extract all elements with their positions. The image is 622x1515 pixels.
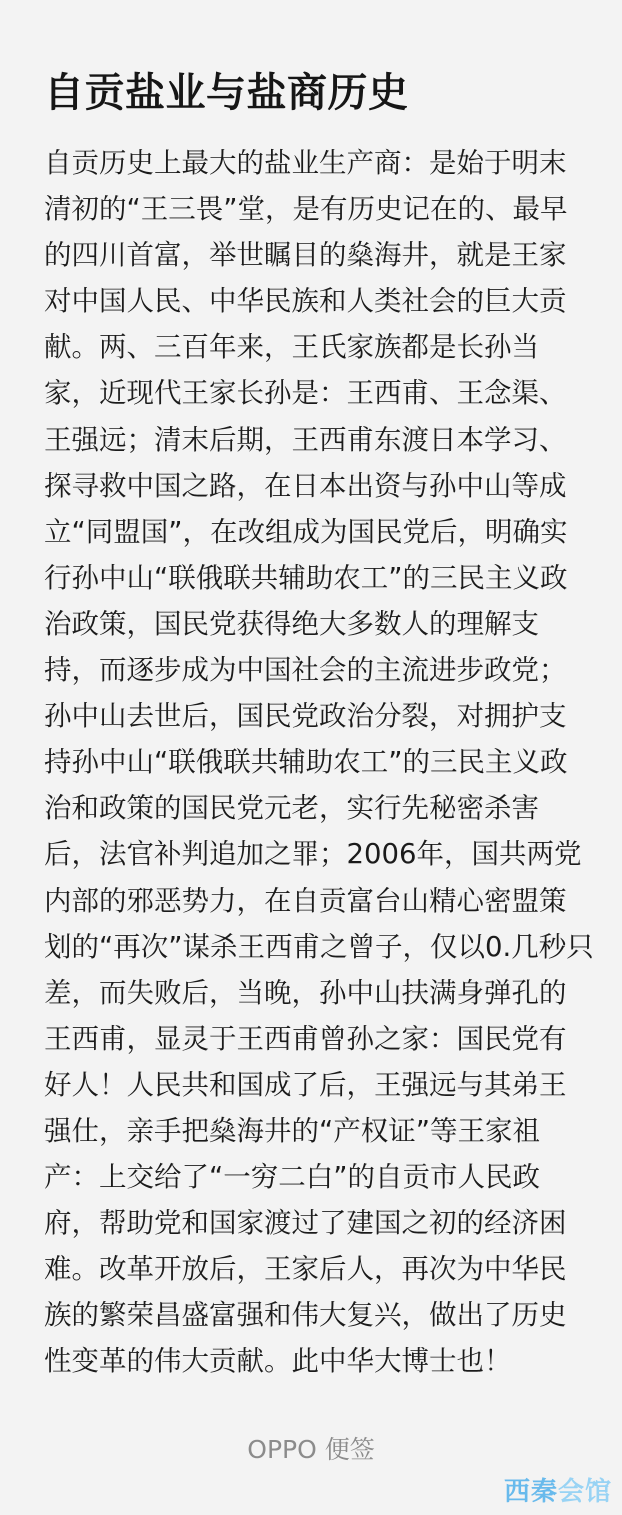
note-line: 王强远；清末后期，王西甫东渡日本学习、 bbox=[44, 423, 567, 456]
note-line: 难。改革开放后，王家后人，再次为中华民 bbox=[44, 1253, 567, 1286]
note-line: 治和政策的国民党元老，实行先秘密杀害 bbox=[44, 792, 539, 825]
watermark-part-1: 西秦 bbox=[503, 1477, 558, 1507]
note-line: 自贡历史上最大的盐业生产商：是始于明末 bbox=[44, 147, 567, 179]
note-line: 对中国人民、中华民族和人类社会的巨大贡 bbox=[44, 285, 567, 318]
note-line: 强仕，亲手把燊海井的“产权证”等王家祖 bbox=[44, 1114, 540, 1147]
note-line: 探寻救中国之路，在日本出资与孙中山等成 bbox=[44, 469, 567, 502]
note-line: 持孙中山“联俄联共辅助农工”的三民主义政 bbox=[44, 746, 568, 779]
note-line: 孙中山去世后，国民党政治分裂，对拥护支 bbox=[44, 700, 567, 733]
watermark-logo bbox=[504, 1474, 612, 1510]
note-line: 好人！人民共和国成了后，王强远与其弟王 bbox=[44, 1068, 567, 1101]
note-line: 产：上交给了“一穷二白”的自贡市人民政 bbox=[44, 1161, 540, 1194]
note-line: 后，法官补判追加之罪；2006年，国共两党 bbox=[44, 838, 582, 871]
watermark-part-2: 会馆 bbox=[557, 1477, 612, 1507]
note-line: 家，近现代王家长孙是：王西甫、王念渠、 bbox=[44, 377, 567, 410]
note-line: 府，帮助党和国家渡过了建国之初的经济困 bbox=[44, 1207, 567, 1240]
app-footer-label: OPPO 便签 bbox=[247, 1435, 375, 1464]
note-line: 献。两、三百年来，王氏家族都是长孙当 bbox=[44, 331, 539, 364]
note-line: 差，而失败后，当晚，孙中山扶满身弹孔的 bbox=[44, 976, 567, 1009]
note-body bbox=[44, 140, 604, 1385]
note-line: 的四川首富，举世瞩目的燊海井，就是王家 bbox=[44, 239, 567, 272]
note-line: 王西甫，显灵于王西甫曾孙之家：国民党有 bbox=[44, 1022, 567, 1055]
note-line: 持，而逐步成为中国社会的主流进步政党； bbox=[44, 654, 567, 687]
note-line: 行孙中山“联俄联共辅助农工”的三民主义政 bbox=[44, 561, 568, 594]
note-title: 自贡盐业与盐商历史 bbox=[44, 70, 409, 116]
note-line: 性变革的伟大贡献。此中华大博士也！ bbox=[44, 1345, 512, 1378]
note-line: 清初的“王三畏”堂，是有历史记在的、最早 bbox=[44, 193, 568, 226]
note-line: 划的“再次”谋杀王西甫之曾子，仅以0.几秒只 bbox=[44, 930, 594, 963]
note-line: 族的繁荣昌盛富强和伟大复兴，做出了历史 bbox=[44, 1299, 567, 1332]
note-line: 内部的邪恶势力，在自贡富台山精心密盟策 bbox=[44, 884, 567, 917]
note-line: 治政策，国民党获得绝大多数人的理解支 bbox=[44, 607, 539, 640]
note-line: 立“同盟国”，在改组成为国民党后，明确实 bbox=[44, 515, 568, 548]
